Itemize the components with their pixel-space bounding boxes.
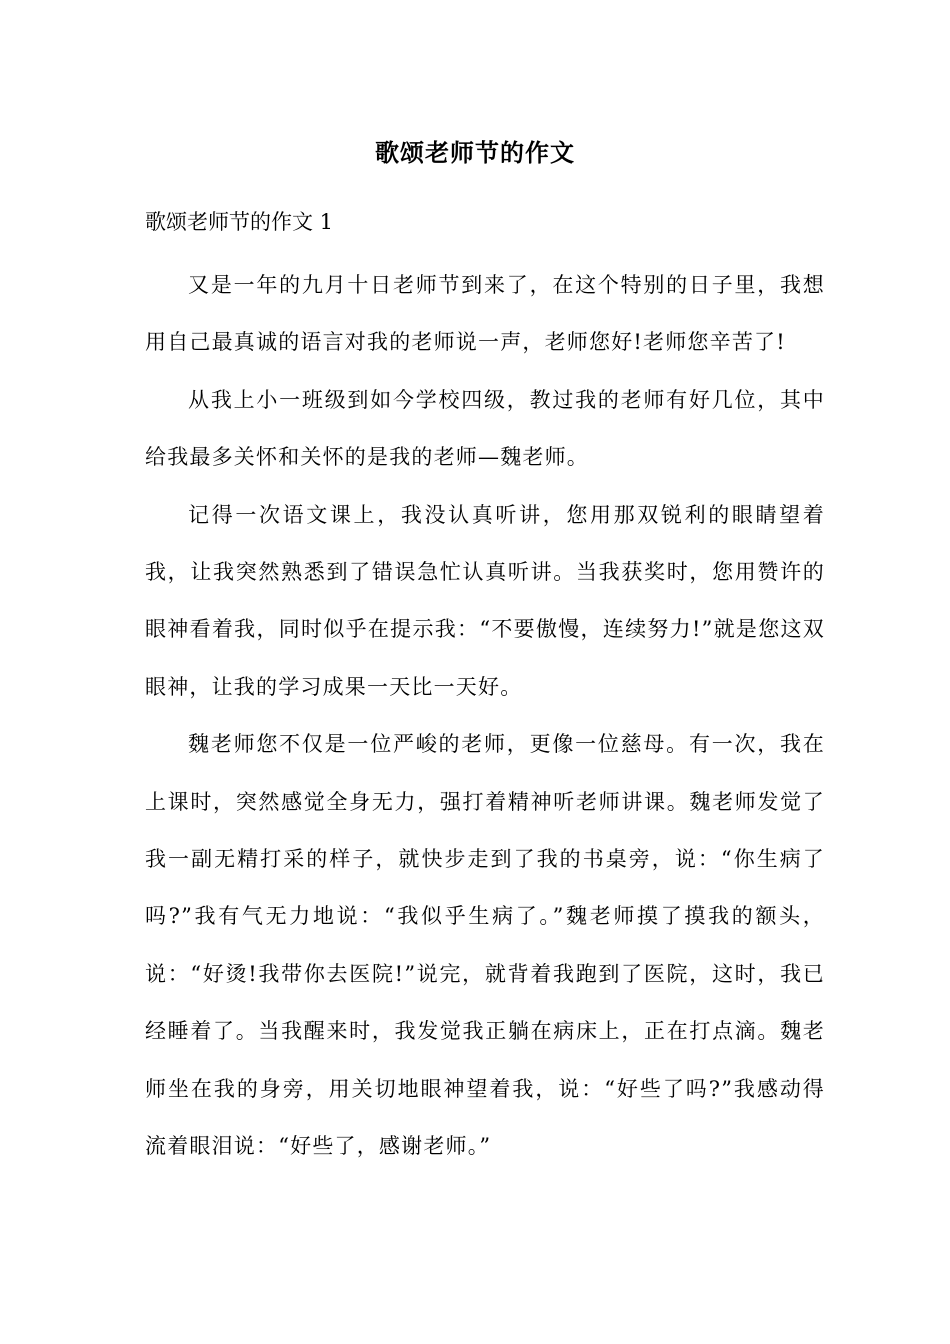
document-body [145, 257, 825, 1176]
paragraph-4: 魏老师您不仅是一位严峻的老师，更像一位慈母。有一次，我在上课时，突然感觉全身无力，强打着精神听老师讲课。魏老师发觉了我一副无精打采的样子，就快步走到了我的书桌旁，说：“你生病了吗?”我有气无力地说：“我似乎生病了。”魏老师摸了摸我的额头，说：“好烫!我带你去医院!”说完，就背着我跑到了医院，这时，我已经睡着了。当我醒来时，我发觉我正躺在病床上，正在打点滴。魏老师坐在我的身旁，用关切地眼神望着我，说：“好些了吗?”我感动得流着眼泪说：“好些了，感谢老师。” [145, 732, 825, 1159]
paragraph-1: 又是一年的九月十日老师节到来了，在这个特别的日子里，我想用自己最真诚的语言对我的老师说一声，老师您好!老师您辛苦了! [145, 273, 825, 355]
paragraph-3: 记得一次语文课上，我没认真听讲，您用那双锐利的眼睛望着我，让我突然熟悉到了错误急忙认真听讲。当我获奖时，您用赞许的眼神看着我，同时似乎在提示我：“不要傲慢，连续努力!”就是您这双眼神，让我的学习成果一天比一天好。 [145, 502, 825, 699]
document-title: 歌颂老师节的作文 [375, 138, 575, 167]
paragraph-2: 从我上小一班级到如今学校四级，教过我的老师有好几位，其中给我最多关怀和关怀的是我的老师—魏老师。 [145, 387, 825, 470]
section-heading: 歌颂老师节的作文 1 [145, 210, 334, 234]
